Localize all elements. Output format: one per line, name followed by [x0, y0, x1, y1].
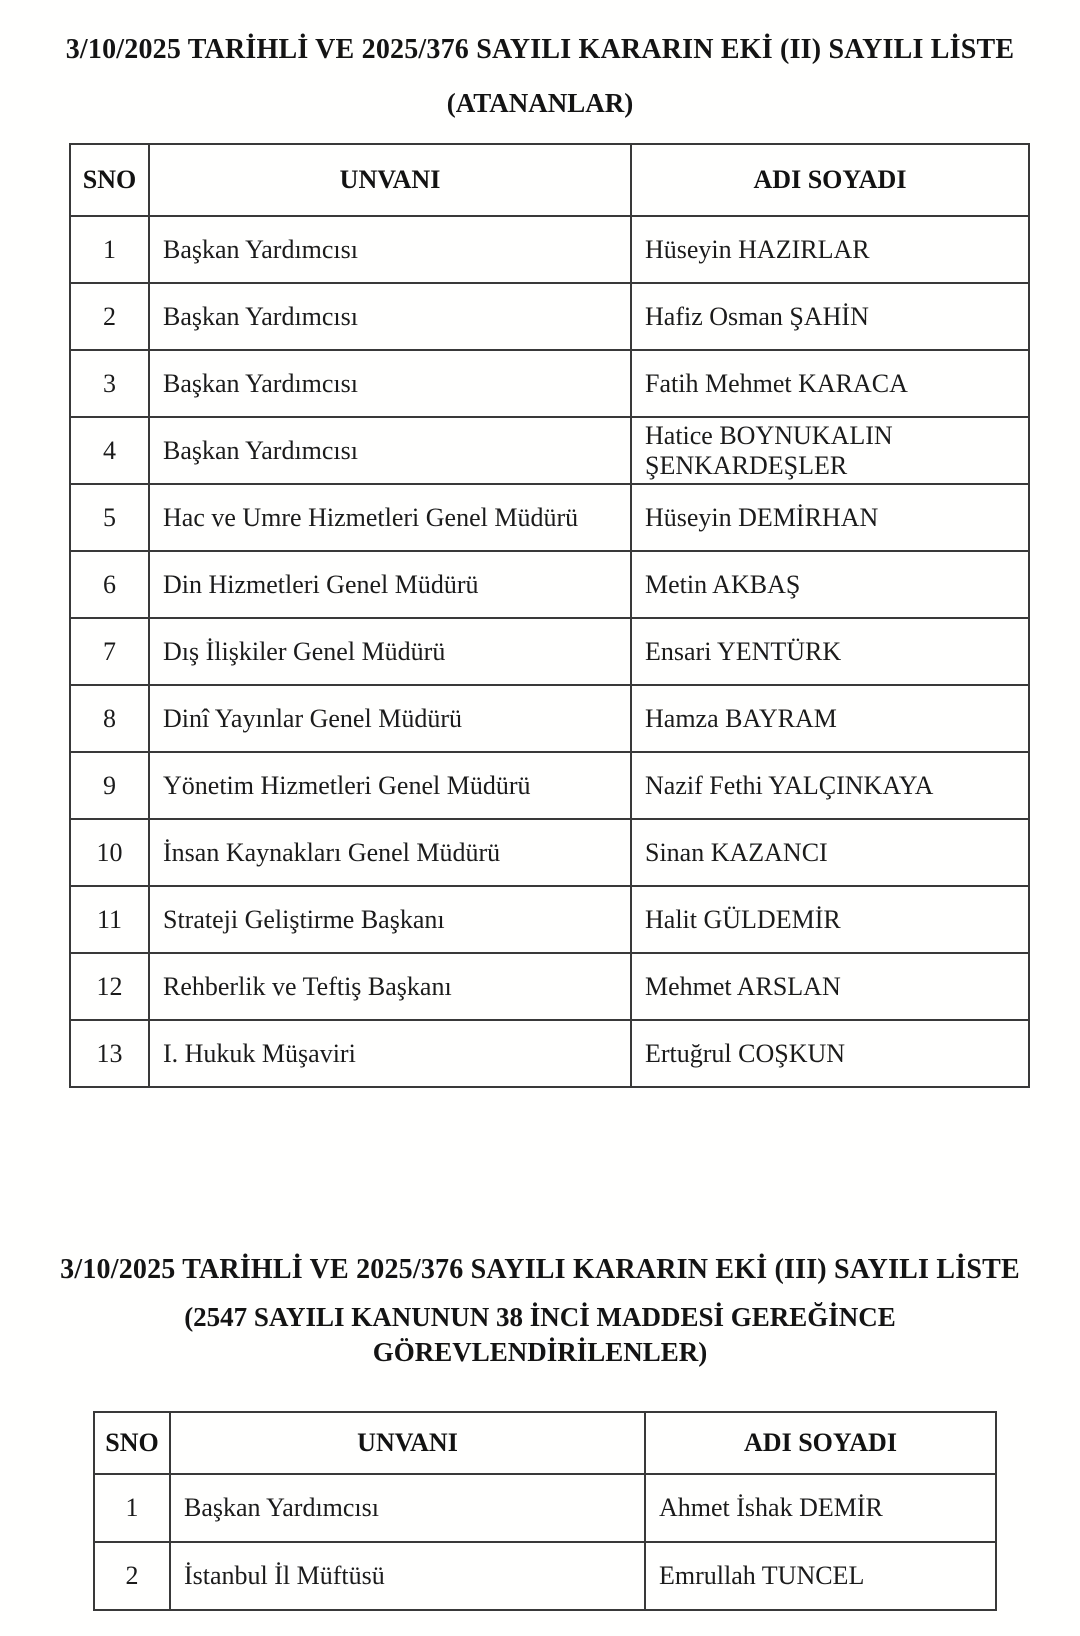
title-cell: Hac ve Umre Hizmetleri Genel Müdürü: [149, 484, 631, 551]
table-row: [70, 685, 1029, 752]
table-row: [70, 283, 1029, 350]
section1-subtitle: (ATANANLAR): [446, 88, 634, 118]
title-cell: Din Hizmetleri Genel Müdürü: [149, 551, 631, 618]
table-row: [94, 1542, 996, 1610]
table-row: [70, 953, 1029, 1020]
section2: [0, 1254, 1080, 1611]
title-cell: Rehberlik ve Teftiş Başkanı: [149, 953, 631, 1020]
title-cell: Dış İlişkiler Genel Müdürü: [149, 618, 631, 685]
row-number-cell: 5: [70, 484, 149, 551]
row-number-cell: 9: [70, 752, 149, 819]
name-cell: Emrullah TUNCEL: [645, 1542, 996, 1610]
title-cell: Başkan Yardımcısı: [149, 283, 631, 350]
column-header-adi-soyadi: ADI SOYADI: [631, 144, 1029, 216]
title-cell: İstanbul İl Müftüsü: [170, 1542, 645, 1610]
section1-title: 3/10/2025 TARİHLİ VE 2025/376 SAYILI KARARIN EKİ (II) SAYILI LİSTE: [65, 34, 1015, 65]
name-cell: Ertuğrul COŞKUN: [631, 1020, 1029, 1087]
table-row: [70, 752, 1029, 819]
name-cell: Ahmet İshak DEMİR: [645, 1474, 996, 1542]
table-row: [70, 618, 1029, 685]
section2-subtitle-line1: (2547 SAYILI KANUNUN 38 İNCİ MADDESİ GEREĞİNCE: [184, 1302, 896, 1332]
title-cell: İnsan Kaynakları Genel Müdürü: [149, 819, 631, 886]
name-cell: Hamza BAYRAM: [631, 685, 1029, 752]
column-header-adi-soyadi: ADI SOYADI: [645, 1412, 996, 1474]
row-number-cell: 10: [70, 819, 149, 886]
section2-title: 3/10/2025 TARİHLİ VE 2025/376 SAYILI KARARIN EKİ (III) SAYILI LİSTE: [60, 1254, 1020, 1285]
title-cell: Dinî Yayınlar Genel Müdürü: [149, 685, 631, 752]
title-cell: I. Hukuk Müşaviri: [149, 1020, 631, 1087]
column-header-sno: SNO: [94, 1412, 170, 1474]
table-row: [70, 886, 1029, 953]
name-cell: Hafiz Osman ŞAHİN: [631, 283, 1029, 350]
row-number-cell: 12: [70, 953, 149, 1020]
section2-subtitle: [0, 1300, 1080, 1369]
table-row: [94, 1474, 996, 1542]
row-number-cell: 4: [70, 417, 149, 484]
row-number-cell: 1: [94, 1474, 170, 1542]
row-number-cell: 8: [70, 685, 149, 752]
name-cell: Halit GÜLDEMİR: [631, 886, 1029, 953]
table-header-row: [94, 1412, 996, 1474]
table-row: [70, 1020, 1029, 1087]
name-cell: Mehmet ARSLAN: [631, 953, 1029, 1020]
title-cell: Başkan Yardımcısı: [170, 1474, 645, 1542]
row-number-cell: 1: [70, 216, 149, 283]
assignees-table: [93, 1411, 997, 1611]
title-cell: Başkan Yardımcısı: [149, 417, 631, 484]
title-cell: Yönetim Hizmetleri Genel Müdürü: [149, 752, 631, 819]
title-cell: Strateji Geliştirme Başkanı: [149, 886, 631, 953]
table-row: [70, 551, 1029, 618]
name-cell: Nazif Fethi YALÇINKAYA: [631, 752, 1029, 819]
table-row: [70, 417, 1029, 484]
row-number-cell: 7: [70, 618, 149, 685]
column-header-unvani: UNVANI: [149, 144, 631, 216]
name-cell: Fatih Mehmet KARACA: [631, 350, 1029, 417]
appointees-table: [69, 143, 1030, 1088]
name-cell: Hüseyin HAZIRLAR: [631, 216, 1029, 283]
name-cell: Ensari YENTÜRK: [631, 618, 1029, 685]
row-number-cell: 3: [70, 350, 149, 417]
table-header-row: [70, 144, 1029, 216]
row-number-cell: 6: [70, 551, 149, 618]
name-cell: Sinan KAZANCI: [631, 819, 1029, 886]
name-cell: Metin AKBAŞ: [631, 551, 1029, 618]
table-row: [70, 819, 1029, 886]
column-header-sno: SNO: [70, 144, 149, 216]
table-row: [70, 484, 1029, 551]
table-row: [70, 216, 1029, 283]
row-number-cell: 2: [94, 1542, 170, 1610]
section2-subtitle-line2: GÖREVLENDİRİLENLER): [372, 1336, 708, 1367]
column-header-unvani: UNVANI: [170, 1412, 645, 1474]
table-row: [70, 350, 1029, 417]
title-cell: Başkan Yardımcısı: [149, 216, 631, 283]
row-number-cell: 13: [70, 1020, 149, 1087]
name-cell: Hüseyin DEMİRHAN: [631, 484, 1029, 551]
row-number-cell: 2: [70, 283, 149, 350]
row-number-cell: 11: [70, 886, 149, 953]
name-cell: Hatice BOYNUKALIN ŞENKARDEŞLER: [631, 417, 1029, 484]
title-cell: Başkan Yardımcısı: [149, 350, 631, 417]
